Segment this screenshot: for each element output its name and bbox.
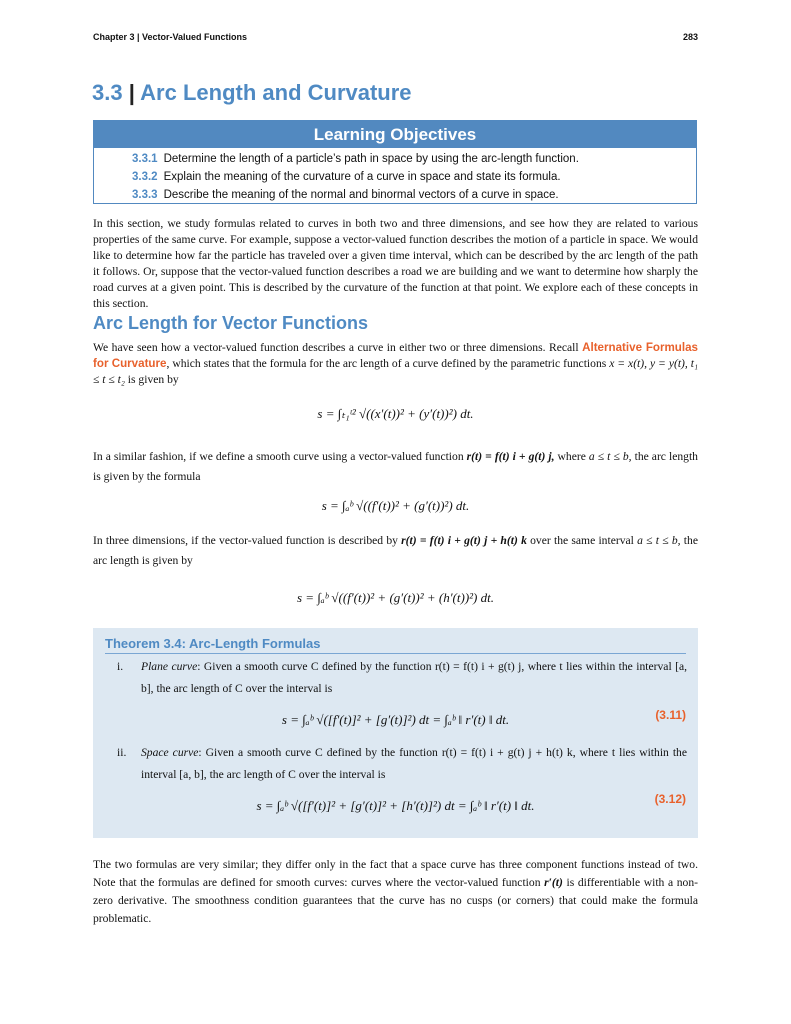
section-title [92,80,412,106]
text: The two formulas are very similar; they differ only in the fact that a space curve has three component functions instead of two. Note that the formulas are defined for smooth curves: curves where the vector-valued function [93,858,698,889]
objective-text: Determine the length of a particle’s path in space by using the arc-length function. [163,153,579,165]
section-number: 3.3 [92,80,123,105]
math-inline: r(t) = f(t) i + g(t) j + h(t) k [401,534,527,547]
learning-objectives-box [93,120,697,204]
objective-text: Explain the meaning of the curvature of a curve in space and state its formula. [163,171,561,183]
intro-paragraph: In this section, we study formulas related to curves in both two and three dimensions, and see how they are related to various properties of the same curve. For example, suppose a vector-valued function describes the motion of a particle in space. We would like to determine how far the particle has traveled over a given time interval, which can be described by the arc length of the path it follows. Or, suppose that the vector-valued function describes a road we are building and we want to determine how sharply the road curves at a given point. This is described by the curvature of the function at that point. We explore each of these concepts in this section. [93,217,698,310]
formula-3-11: s = ∫ₐᵇ √([f′(t)]² + [g′(t)]²) dt = ∫ₐᵇ ‖ r′(t) ‖ dt. [281,712,510,727]
math-inline: a ≤ t ≤ b, [588,450,632,463]
formula-3-12: s = ∫ₐᵇ √([f′(t)]² + [g′(t)]² + [h′(t)]²) dt = ∫ₐᵇ ‖ r′(t) ‖ dt. [256,798,535,813]
theorem-box [93,628,698,838]
text: is differentiable with a non-zero derivative. The smoothness condition guarantees that the curve has no cusps (or corners) that could make the formula problematic. [93,876,699,925]
math-inline: r′(t) [544,876,563,889]
text: the arc length is given by the formula [93,450,698,483]
item-kind: Plane curve [141,660,198,673]
subsection-heading: Arc Length for Vector Functions [93,313,369,333]
text: In three dimensions, if the vector-valued function is described by [93,534,402,547]
math-inline: x = x(t), y = y(t), t₁ ≤ t ≤ t₂ [93,357,698,386]
learning-objectives-heading: Learning Objectives [94,121,696,148]
item-text: : Given a smooth curve C defined by the function r(t) = f(t) i + g(t) j, where t lies within the interval [a, b], the arc length of C over the interval is [141,660,687,695]
math-inline: a ≤ t ≤ b, [637,534,681,547]
running-header-chapter: Chapter 3 | Vector-Valued Functions [93,32,248,42]
objective-number: 3.3.3 [132,189,158,201]
text: We have seen how a vector-valued function describes a curve in either two or three dimensions. Recall [93,341,583,354]
formula-arc-length-parametric: s = ∫ₜ₁ᵗ² √((x′(t))² + (y′(t))²) dt. [317,406,474,421]
objective-item [132,150,696,168]
paragraph-1 [93,340,698,388]
text: is given by [124,373,179,386]
item-text: : Given a smooth curve C defined by the function r(t) = f(t) i + g(t) j + h(t) k, where t lies within the interval [a, b], the arc length of C over the interval is [141,746,687,781]
item-kind: Space curve [141,746,199,759]
theorem-item-space-curve [117,742,687,786]
formula-arc-length-3d: s = ∫ₐᵇ √((f′(t))² + (g′(t))² + (h′(t))²) dt. [296,590,494,605]
objective-number: 3.3.1 [132,153,158,165]
objective-text: Describe the meaning of the normal and binormal vectors of a curve in space. [163,189,559,201]
text: over the same interval [526,534,638,547]
paragraph-3 [93,531,698,571]
text: In a similar fashion, if we define a smooth curve using a vector-valued function [93,450,467,463]
text: the arc length is given by [93,534,698,567]
math-inline: r(t) = f(t) i + g(t) j, [466,450,555,463]
objective-number: 3.3.2 [132,171,158,183]
theorem-title: Theorem 3.4: Arc-Length Formulas [105,636,686,654]
title-separator: | [128,80,135,105]
closing-paragraph [93,856,698,928]
text: where [554,450,589,463]
item-label: i. [117,660,124,673]
objective-item [132,186,696,204]
paragraph-2 [93,447,698,487]
text: , which states that the formula for the arc length of a curve defined by the parametric functions [166,357,610,370]
formula-arc-length-2d: s = ∫ₐᵇ √((f′(t))² + (g′(t))²) dt. [321,498,470,513]
link-alternative-formulas[interactable]: Alternative Formulas for Curvature [93,341,699,370]
equation-number: (3.12) [654,792,686,806]
section-title-text: Arc Length and Curvature [140,80,412,105]
equation-number: (3.11) [655,708,686,722]
page-number: 283 [682,32,698,42]
objective-item [132,168,696,186]
theorem-item-plane-curve [117,656,687,700]
item-label: ii. [117,746,127,759]
